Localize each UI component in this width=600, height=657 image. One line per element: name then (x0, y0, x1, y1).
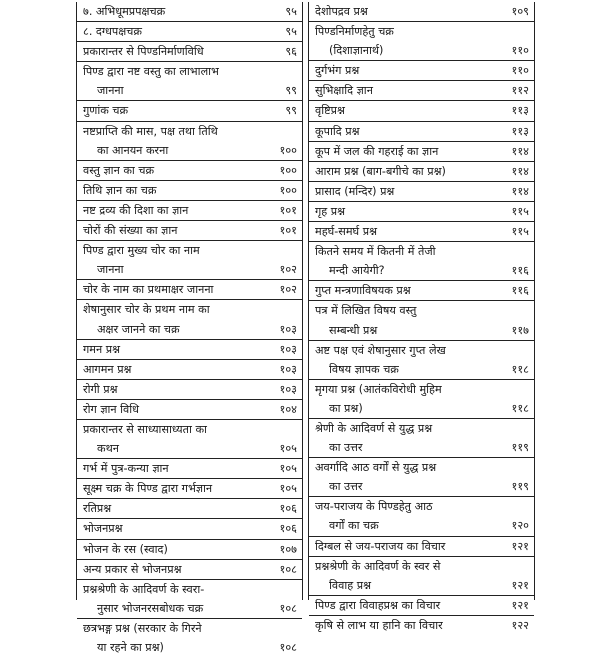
toc-page-number: १०३ (279, 342, 297, 356)
toc-page-number: १०८ (279, 562, 297, 576)
toc-entry (309, 418, 534, 438)
toc-page-number: १०४ (279, 402, 297, 416)
toc-entry-title: जानना (97, 84, 124, 98)
toc-page-number: १०५ (279, 462, 297, 476)
toc-entry (309, 121, 534, 141)
toc-page-number: १०८ (279, 601, 297, 615)
toc-page-number: १०२ (279, 263, 297, 277)
toc-page-number: १०६ (279, 522, 297, 536)
toc-page-number: १०९ (511, 5, 529, 18)
toc-entry (309, 438, 534, 457)
toc-page-number: ११७ (511, 323, 529, 337)
toc-entry-title: नुसार भोजनरसबोधक चक्र (97, 601, 204, 615)
toc-entry-title: पत्र में लिखित विषय वस्तु (315, 304, 417, 318)
toc-entry (77, 339, 302, 359)
toc-page-number: ९५ (285, 5, 297, 18)
toc-entry (77, 559, 302, 579)
toc-entry-title: कृषि से लाभ या हानि का विचार (315, 618, 443, 632)
toc-entry (309, 477, 534, 496)
toc-entry (77, 200, 302, 220)
toc-entry (309, 595, 534, 615)
toc-page-number: ११३ (511, 104, 529, 118)
toc-entry (77, 419, 302, 439)
toc-page-number: ११० (511, 44, 529, 58)
toc-entry-title: आराम प्रश्न (बाग-बगीचे का प्रश्न) (315, 164, 446, 178)
toc-entry-title: रोग ज्ञान विधि (83, 402, 140, 416)
toc-entry (309, 2, 534, 21)
toc-entry-title: शेषानुसार चोर के प्रथम नाम का (83, 303, 210, 317)
toc-entry-title: प्रश्नश्रेणी के आदिवर्ण के स्वरा- (83, 582, 205, 596)
toc-entry-title: तिथि ज्ञान का चक्र (83, 183, 157, 197)
toc-entry-title: दिग्बल से जय-पराजय का विचार (315, 539, 446, 553)
toc-entry (309, 516, 534, 535)
toc-entry (309, 457, 534, 477)
toc-entry-title: रतिप्रश्न (83, 502, 112, 516)
toc-entry-title: प्रकारान्तर से पिण्डनिर्माणविधि (83, 45, 204, 59)
toc-entry (309, 161, 534, 181)
toc-page-number: १०३ (279, 362, 297, 376)
toc-page-number: १२१ (511, 598, 529, 612)
toc-entry-title: सूक्ष्म चक्र के पिण्ड द्वारा गर्भज्ञान (83, 482, 213, 496)
toc-page-number: १०१ (279, 224, 297, 238)
contents-right-column (308, 2, 535, 632)
toc-entry (309, 615, 534, 635)
toc-entry-title: का उत्तर (329, 441, 363, 455)
toc-entry-title: भोजनप्रश्न (83, 522, 123, 536)
toc-entry-title: विषय ज्ञापक चक्र (329, 362, 399, 376)
toc-entry (309, 261, 534, 280)
toc-entry (77, 279, 302, 299)
toc-entry (77, 141, 302, 160)
toc-page-number: १०१ (279, 203, 297, 217)
toc-entry-title: नष्ट द्रव्य की दिशा का ज्ञान (83, 203, 189, 217)
toc-entry-title: गमन प्रश्न (83, 342, 121, 356)
toc-entry-title: प्रकारान्तर से साध्यासाध्यता का (83, 422, 207, 436)
toc-page-number: १०० (279, 163, 297, 177)
toc-entry (309, 340, 534, 360)
toc-entry-title: या रहने का प्रश्न) (97, 641, 164, 654)
toc-entry (77, 21, 302, 41)
toc-entry-title: जय-पराजय के पिण्डहेतु आठ (315, 500, 433, 514)
toc-entry-title: अन्य प्रकार से भोजनप्रश्न (83, 562, 182, 576)
toc-entry (77, 498, 302, 518)
toc-page-number: १२२ (511, 618, 529, 632)
toc-entry-title: पिण्ड द्वारा मुख्य चोर का नाम (83, 244, 200, 258)
toc-entry-title: कूप में जल की गहराई का ज्ञान (315, 144, 439, 158)
toc-entry (77, 458, 302, 478)
toc-page-number: ११८ (511, 362, 529, 376)
toc-entry-title: दुर्गभंग प्रश्न (315, 64, 360, 78)
toc-entry-title: ८. दग्धपक्षचक्र (83, 25, 142, 39)
toc-page-number: ११२ (511, 84, 529, 98)
toc-page-number: ११० (511, 64, 529, 78)
toc-entry (77, 2, 302, 21)
toc-entry (77, 160, 302, 180)
toc-entry-title: देशोपद्रव प्रश्न (315, 5, 368, 18)
toc-entry-title: रोगी प्रश्न (83, 382, 118, 396)
toc-entry-title: नष्टप्राप्ति की मास, पक्ष तथा तिथि (83, 124, 218, 138)
toc-entry (309, 321, 534, 340)
toc-entry (309, 100, 534, 120)
toc-entry (77, 41, 302, 61)
toc-page-number: ९९ (285, 84, 297, 98)
toc-entry-title: जानना (97, 263, 124, 277)
toc-entry-title: श्रेणी के आदिवर्ण से युद्ध प्रश्न (315, 421, 433, 435)
toc-page-number: १०३ (279, 322, 297, 336)
toc-entry-title: छत्रभङ्ग प्रश्न (सरकार के गिरने (83, 621, 202, 635)
toc-entry (77, 518, 302, 538)
toc-entry (77, 220, 302, 240)
toc-entry-title: (दिशाज्ञानार्थ) (329, 44, 384, 58)
toc-page-number: ९९ (285, 104, 297, 118)
toc-entry (77, 81, 302, 100)
toc-entry (309, 41, 534, 60)
toc-page-number: ११४ (511, 164, 529, 178)
toc-page-number: १०५ (279, 482, 297, 496)
toc-entry-title: गुणांक चक्र (83, 104, 129, 118)
toc-entry-title: का आनयन करना (97, 143, 169, 157)
toc-entry (77, 260, 302, 279)
toc-page-number: ११४ (511, 184, 529, 198)
toc-entry-title: अष्ट पक्ष एवं शेषानुसार गुप्त लेख (315, 343, 446, 357)
toc-page-number: १२१ (511, 539, 529, 553)
toc-entry (309, 181, 534, 201)
toc-entry-title: वर्गों का चक्र (329, 519, 379, 533)
toc-entry-title: भोजन के रस (स्वाद) (83, 542, 168, 556)
toc-entry-title: चोर के नाम का प्रथमाक्षर जानना (83, 283, 214, 297)
toc-entry (77, 100, 302, 120)
toc-page-number: १०७ (279, 542, 297, 556)
toc-page-number: ११५ (511, 225, 529, 239)
toc-page-number: १०० (279, 183, 297, 197)
toc-entry-title: वस्तु ज्ञान का चक्र (83, 163, 155, 177)
toc-entry (309, 201, 534, 221)
toc-entry-title: महर्घ-समर्घ प्रश्न (315, 225, 377, 239)
toc-entry (77, 439, 302, 458)
toc-page-number: ११५ (511, 204, 529, 218)
toc-entry-title: मन्दी आयेगी? (329, 264, 385, 278)
toc-entry (77, 359, 302, 379)
toc-entry-title: ७. अभिधूमप्रपक्षचक्र (83, 5, 166, 18)
toc-entry-title: पिण्ड द्वारा विवाहप्रश्न का विचार (315, 598, 441, 612)
toc-entry-title: कितने समय में कितनी में तेजी (315, 245, 436, 259)
toc-entry (77, 638, 302, 657)
toc-entry-title: कूपादि प्रश्न (315, 124, 360, 138)
toc-page-number: १०८ (279, 641, 297, 654)
toc-entry (77, 379, 302, 399)
toc-entry-title: सुभिक्षादि ज्ञान (315, 84, 373, 98)
toc-entry-title: सम्बन्धी प्रश्न (329, 323, 378, 337)
toc-page-number: ९६ (285, 45, 297, 59)
toc-entry (309, 80, 534, 100)
toc-entry (77, 478, 302, 498)
toc-page-number: १०६ (279, 502, 297, 516)
toc-entry (309, 360, 534, 379)
toc-entry (77, 180, 302, 200)
toc-entry (309, 399, 534, 418)
toc-entry (309, 576, 534, 595)
toc-entry (309, 300, 534, 320)
toc-page-number: १०३ (279, 382, 297, 396)
toc-entry-title: गुप्त मन्त्रणाविषयक प्रश्न (315, 284, 411, 298)
contents-left-column (76, 2, 303, 654)
toc-entry (309, 141, 534, 161)
toc-entry-title: पिण्ड द्वारा नष्ट वस्तु का लाभालाभ (83, 65, 219, 79)
toc-entry (77, 399, 302, 419)
toc-entry-title: प्रश्नश्रेणी के आदिवर्ण के स्वर से (315, 559, 441, 573)
toc-entry (77, 599, 302, 618)
toc-page-number: ११९ (511, 441, 529, 455)
toc-entry (77, 121, 302, 141)
toc-entry (77, 299, 302, 319)
toc-entry-title: प्रासाद (मन्दिर) प्रश्न (315, 184, 395, 198)
toc-page-number: ११९ (511, 480, 529, 494)
toc-entry (77, 579, 302, 599)
toc-page-number: १०० (279, 143, 297, 157)
toc-entry-title: का प्रश्न) (329, 401, 363, 415)
toc-entry-title: अक्षर जानने का चक्र (97, 322, 180, 336)
toc-entry (77, 618, 302, 638)
toc-page-number: १२० (511, 519, 529, 533)
toc-entry-title: विवाह प्रश्न (329, 578, 372, 592)
toc-entry-title: अवर्गादि आठ वर्गों से युद्ध प्रश्न (315, 461, 437, 475)
toc-page-number: ९५ (285, 25, 297, 39)
toc-entry-title: कथन (97, 442, 119, 456)
toc-entry (309, 536, 534, 556)
toc-entry (309, 21, 534, 41)
toc-page-number: ११३ (511, 124, 529, 138)
toc-entry (309, 221, 534, 241)
toc-entry-title: गृह प्रश्न (315, 204, 346, 218)
toc-entry-title: चोरों की संख्या का ज्ञान (83, 224, 178, 238)
toc-entry (77, 61, 302, 81)
toc-entry (77, 539, 302, 559)
toc-entry (309, 379, 534, 399)
toc-page-number: ११६ (511, 264, 529, 278)
toc-entry (309, 60, 534, 80)
toc-page-number: ११८ (511, 401, 529, 415)
toc-entry (77, 320, 302, 339)
toc-entry-title: पिण्डनिर्माणहेतु चक्र (315, 25, 394, 39)
toc-entry-title: आगमन प्रश्न (83, 362, 132, 376)
toc-entry-title: मृगया प्रश्न (आतंकविरोधी मुहिम (315, 382, 442, 396)
toc-page-number: १२१ (511, 578, 529, 592)
toc-entry-title: का उत्तर (329, 480, 363, 494)
toc-page-number: ११४ (511, 144, 529, 158)
toc-entry (309, 556, 534, 576)
toc-entry (309, 496, 534, 516)
toc-entry (309, 241, 534, 261)
toc-page-number: १०५ (279, 442, 297, 456)
toc-entry (77, 240, 302, 260)
toc-entry-title: वृष्टिप्रश्न (315, 104, 345, 118)
toc-page-number: ११६ (511, 284, 529, 298)
toc-page-number: १०२ (279, 283, 297, 297)
toc-entry-title: गर्भ में पुत्र-कन्या ज्ञान (83, 462, 169, 476)
toc-entry (309, 280, 534, 300)
